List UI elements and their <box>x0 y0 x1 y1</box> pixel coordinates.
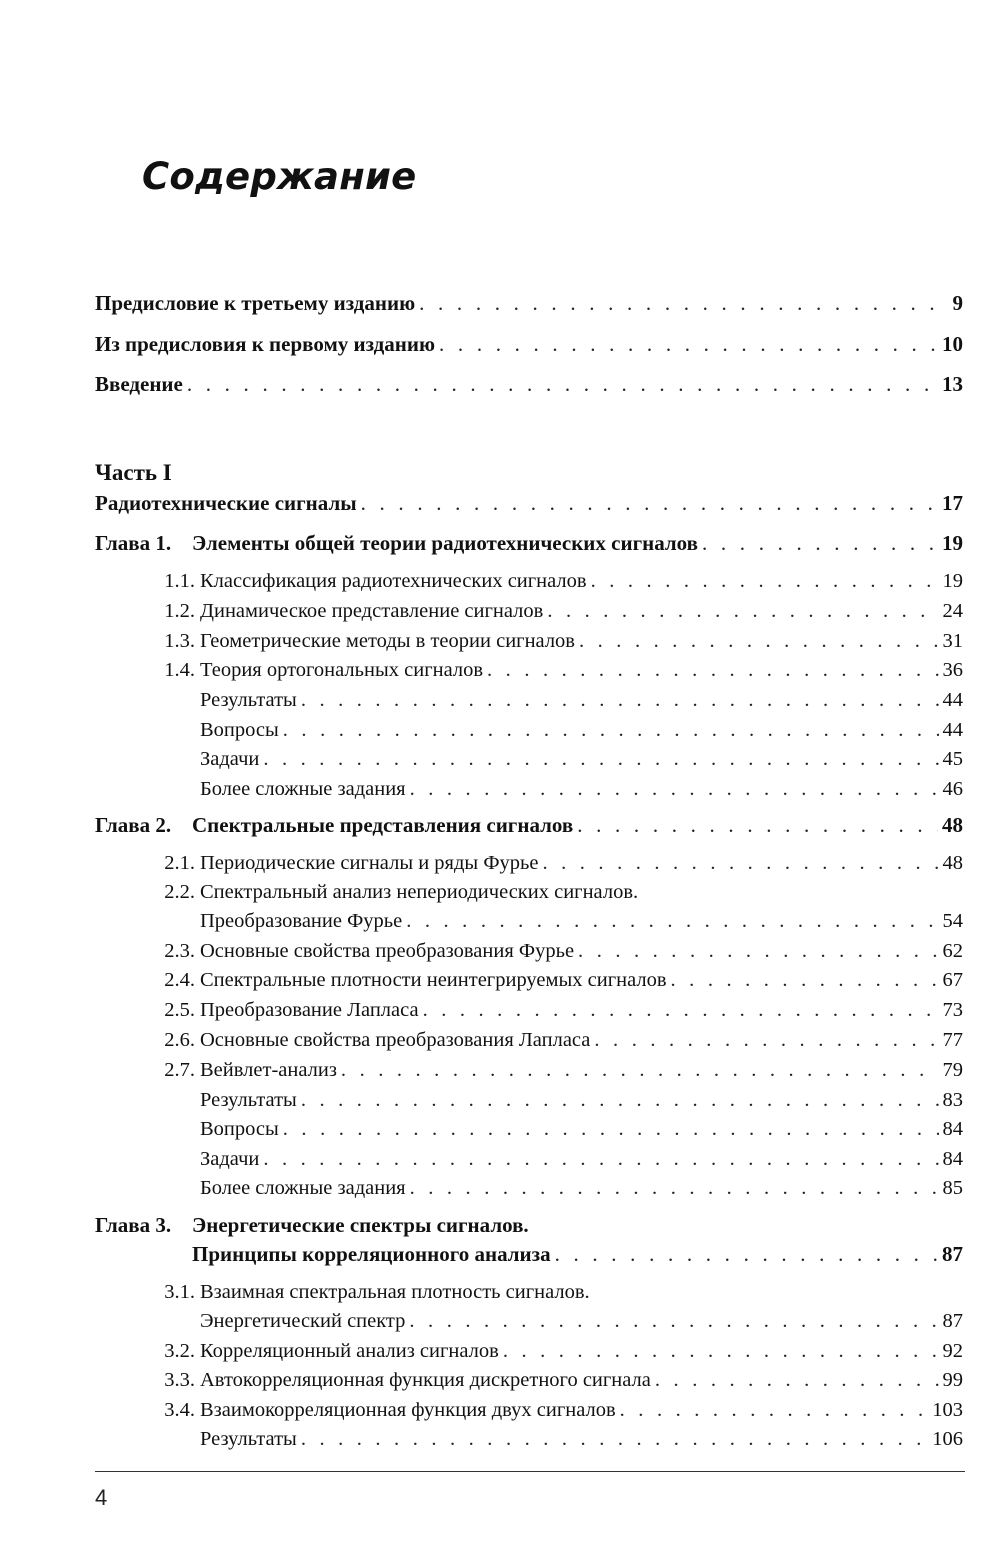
leader-dots <box>591 570 939 593</box>
leader-dots <box>283 1118 939 1141</box>
footer-rule <box>95 1471 965 1472</box>
section-number: 1.4. <box>164 659 195 681</box>
toc-section-entry[interactable] <box>95 1392 963 1422</box>
chapter-title: Энергетические спектры сигналов. <box>192 1213 529 1237</box>
section-number: 2.1. <box>164 852 195 874</box>
leader-dots <box>301 689 939 712</box>
toc-section-entry-line2[interactable] <box>95 1303 963 1333</box>
section-page: 36 <box>942 659 963 681</box>
section-page: 87 <box>942 1310 963 1332</box>
extra-page: 46 <box>942 778 963 800</box>
toc-section-entry[interactable] <box>95 623 963 653</box>
section-page: 31 <box>942 630 963 652</box>
section-number: 2.6. <box>164 1029 195 1051</box>
leader-dots <box>410 778 939 801</box>
part-label: Часть I <box>95 460 172 485</box>
part-page: 17 <box>942 491 963 515</box>
section-number: 2.5. <box>164 999 195 1021</box>
section-title-continued: Преобразование Фурье <box>200 910 403 932</box>
section-title: Теория ортогональных сигналов <box>200 659 484 681</box>
leader-dots <box>263 1148 938 1171</box>
section-number: 3.1. <box>164 1281 195 1303</box>
section-number: 2.7. <box>164 1059 195 1081</box>
section-title: Взаимокорреляционная функция двух сигналов <box>200 1399 616 1421</box>
section-title: Основные свойства преобразования Фурье <box>200 940 575 962</box>
extra-page: 44 <box>942 689 963 711</box>
section-page: 79 <box>942 1059 963 1081</box>
section-page: 103 <box>932 1399 963 1421</box>
leader-dots <box>578 940 938 963</box>
section-title: Корреляционный анализ сигналов <box>200 1340 499 1362</box>
section-page: 24 <box>942 600 963 622</box>
chapter-label: Глава 1. <box>95 531 172 555</box>
extra-title: Задачи <box>200 1148 260 1170</box>
leader-dots <box>419 291 941 316</box>
extra-title: Вопросы <box>200 1118 279 1140</box>
leader-dots <box>671 969 939 992</box>
section-number: 1.2. <box>164 600 195 622</box>
toc-section-entry[interactable] <box>95 593 963 623</box>
chapter-title-continued: Принципы корреляционного анализа <box>192 1242 551 1266</box>
leader-dots <box>301 1428 928 1451</box>
toc-entry-title: Введение <box>95 372 183 396</box>
extra-title: Задачи <box>200 748 260 770</box>
chapter-title: Спектральные представления сигналов <box>192 813 574 837</box>
extra-page: 44 <box>942 719 963 741</box>
leader-dots <box>547 600 938 623</box>
extra-title: Более сложные задания <box>200 1177 406 1199</box>
toc-section-entry[interactable] <box>95 962 963 992</box>
toc-entry[interactable] <box>95 367 963 397</box>
extra-page: 45 <box>942 748 963 770</box>
toc-section-entry-line1[interactable] <box>95 1274 963 1304</box>
toc-section-entry[interactable] <box>95 652 963 682</box>
leader-dots <box>263 748 938 771</box>
toc-section-entry-line2[interactable] <box>95 903 963 933</box>
section-page: 62 <box>942 940 963 962</box>
extra-page: 84 <box>942 1148 963 1170</box>
leader-dots <box>439 332 938 357</box>
leader-dots <box>341 1059 939 1082</box>
toc-section-entry[interactable] <box>95 1052 963 1082</box>
leader-dots <box>503 1340 939 1363</box>
leader-dots <box>423 999 939 1022</box>
page-number: 4 <box>95 1485 108 1510</box>
leader-dots <box>406 910 938 933</box>
leader-dots <box>283 719 939 742</box>
toc-entry-page: 9 <box>952 291 963 315</box>
section-page: 92 <box>942 1340 963 1362</box>
chapter-label: Глава 2. <box>95 813 172 837</box>
section-title: Динамическое представление сигналов <box>200 600 544 622</box>
toc-chapter-entry[interactable] <box>95 526 963 556</box>
toc-extra-entry[interactable] <box>95 1111 963 1141</box>
toc-entry-title: Из предисловия к первому изданию <box>95 332 436 356</box>
section-page: 19 <box>942 570 963 592</box>
toc-entry-page: 10 <box>942 332 963 356</box>
toc-extra-entry[interactable] <box>95 771 963 801</box>
section-title: Вейвлет-анализ <box>200 1059 337 1081</box>
leader-dots <box>542 852 938 875</box>
section-title: Автокорреляционная функция дискретного сигнала <box>200 1369 651 1391</box>
toc-chapter-entry-line2[interactable] <box>95 1237 963 1267</box>
section-number: 2.4. <box>164 969 195 991</box>
toc-extra-entry[interactable] <box>95 1421 963 1451</box>
section-title: Спектральные плотности неинтегрируемых сигналов <box>200 969 667 991</box>
extra-title: Более сложные задания <box>200 778 406 800</box>
leader-dots <box>409 1310 938 1333</box>
toc-extra-entry[interactable] <box>95 1141 963 1171</box>
toc-extra-entry[interactable] <box>95 682 963 712</box>
leader-dots <box>577 813 938 838</box>
part-title: Радиотехнические сигналы <box>95 491 357 515</box>
chapter-label: Глава 3. <box>95 1213 172 1237</box>
toc-part-entry[interactable] <box>95 486 963 516</box>
leader-dots <box>361 491 938 516</box>
leader-dots <box>487 659 938 682</box>
toc-section-entry[interactable] <box>95 1022 963 1052</box>
toc-entry[interactable] <box>95 327 963 357</box>
extra-title: Результаты <box>200 1428 297 1450</box>
section-number: 3.4. <box>164 1399 195 1421</box>
toc-section-entry-line1[interactable] <box>95 874 963 904</box>
section-title: Геометрические методы в теории сигналов <box>200 630 575 652</box>
section-title-continued: Энергетический спектр <box>200 1310 406 1332</box>
section-title: Преобразование Лапласа <box>200 999 419 1021</box>
extra-title: Вопросы <box>200 719 279 741</box>
toc-chapter-entry[interactable] <box>95 808 963 838</box>
section-page: 73 <box>942 999 963 1021</box>
extra-page: 85 <box>942 1177 963 1199</box>
toc-section-entry[interactable] <box>95 1333 963 1363</box>
leader-dots <box>594 1029 938 1052</box>
toc-entry[interactable] <box>95 286 963 316</box>
toc-chapter-entry-line1[interactable] <box>95 1208 963 1238</box>
toc-extra-entry[interactable] <box>95 741 963 771</box>
leader-dots <box>702 531 938 556</box>
extra-title: Результаты <box>200 689 297 711</box>
toc-extra-entry[interactable] <box>95 712 963 742</box>
page-title: Содержание <box>142 155 417 198</box>
toc-entry-title: Предисловие к третьему изданию <box>95 291 416 315</box>
section-title: Классификация радиотехнических сигналов <box>200 570 587 592</box>
section-page: 48 <box>942 852 963 874</box>
section-page: 67 <box>942 969 963 991</box>
section-number: 3.2. <box>164 1340 195 1362</box>
section-page: 99 <box>942 1369 963 1391</box>
leader-dots <box>187 372 938 397</box>
leader-dots <box>655 1369 939 1392</box>
toc-section-entry[interactable] <box>95 1362 963 1392</box>
section-page: 77 <box>942 1029 963 1051</box>
chapter-page: 48 <box>942 813 963 837</box>
chapter-page: 19 <box>942 531 963 555</box>
section-page: 54 <box>942 910 963 932</box>
toc-entry-page: 13 <box>942 372 963 396</box>
extra-page: 106 <box>932 1428 963 1450</box>
leader-dots <box>555 1242 938 1267</box>
extra-page: 84 <box>942 1118 963 1140</box>
leader-dots <box>410 1177 939 1200</box>
section-title: Взаимная спектральная плотность сигналов. <box>200 1281 590 1303</box>
section-number: 1.3. <box>164 630 195 652</box>
leader-dots <box>579 630 939 653</box>
toc-extra-entry[interactable] <box>95 1082 963 1112</box>
section-number: 3.3. <box>164 1369 195 1391</box>
leader-dots <box>620 1399 929 1422</box>
toc-section-entry[interactable] <box>95 563 963 593</box>
section-title: Спектральный анализ непериодических сигналов. <box>200 881 639 903</box>
section-title: Периодические сигналы и ряды Фурье <box>200 852 539 874</box>
leader-dots <box>301 1089 939 1112</box>
toc-section-entry[interactable] <box>95 933 963 963</box>
toc-section-entry[interactable] <box>95 845 963 875</box>
extra-title: Результаты <box>200 1089 297 1111</box>
toc-section-entry[interactable] <box>95 992 963 1022</box>
section-number: 2.3. <box>164 940 195 962</box>
chapter-page: 87 <box>942 1242 963 1266</box>
section-title: Основные свойства преобразования Лапласа <box>200 1029 591 1051</box>
toc-extra-entry[interactable] <box>95 1170 963 1200</box>
extra-page: 83 <box>942 1089 963 1111</box>
section-number: 1.1. <box>164 570 195 592</box>
chapter-title: Элементы общей теории радиотехнических сигналов <box>192 531 698 555</box>
section-number: 2.2. <box>164 881 195 903</box>
